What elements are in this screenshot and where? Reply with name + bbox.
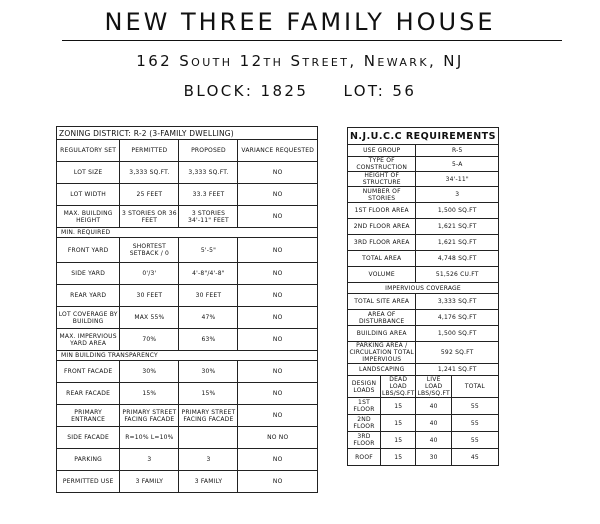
table-row	[57, 329, 318, 351]
cell: FRONT YARD	[57, 238, 120, 263]
block-lot-line	[0, 82, 600, 100]
table-row	[348, 187, 499, 203]
column-header: REGULATORY SET	[57, 140, 120, 162]
column-header: TOTAL	[451, 376, 498, 398]
cell: 55	[451, 415, 498, 432]
section-header: MIN BUILDING TRANSPARENCY	[57, 351, 318, 361]
table-row	[57, 162, 318, 184]
cell: PERMITTED USE	[57, 471, 120, 493]
column-header: LIVE LOAD LBS/SQ.FT	[417, 376, 450, 397]
project-address: 162 South 12th Street, Newark, NJ	[136, 52, 464, 70]
cell: 592 SQ.FT	[416, 342, 499, 364]
cell: NO	[238, 263, 318, 285]
table-row	[348, 267, 499, 283]
cell: 3 STORIES OR 36 FEET	[120, 206, 179, 228]
table-row	[57, 307, 318, 329]
njucc-table	[347, 127, 499, 466]
cell: MAX 55%	[120, 307, 179, 329]
cell: 1,241 SQ.FT	[416, 364, 499, 376]
cell: PRIMARY STREET FACING FACADE	[179, 405, 238, 427]
zoning-table	[56, 126, 318, 493]
cell: 30 FEET	[179, 285, 238, 307]
cell: 3,333 SQ.FT	[416, 294, 499, 310]
table-row	[348, 398, 499, 415]
cell: 51,526 CU.FT	[416, 267, 499, 283]
cell: 30	[416, 449, 451, 466]
cell: MAX. IMPERVIOUS YARD AREA	[57, 329, 120, 351]
column-header: DESIGN LOADS	[348, 376, 381, 398]
cell: 1,621 SQ.FT	[416, 219, 499, 235]
cell: 3RD FLOOR AREA	[348, 235, 416, 251]
cell: LOT COVERAGE BY BUILDING	[57, 307, 120, 329]
table-row	[348, 432, 499, 449]
table-row	[348, 145, 499, 157]
cell: LANDSCAPING	[348, 364, 416, 376]
table-row	[348, 157, 499, 172]
cell: 0'/3'	[120, 263, 179, 285]
cell: 5-A	[416, 157, 499, 172]
cell: 34'-11"	[416, 172, 499, 187]
cell: 4,748 SQ.FT	[416, 251, 499, 267]
zoning-table-title: ZONING DISTRICT: R-2 (3-FAMILY DWELLING)	[57, 127, 318, 140]
cell: AREA OF DISTURBANCE	[348, 310, 416, 326]
cell: NO	[238, 184, 318, 206]
cell: 15	[381, 398, 416, 415]
cell: 3 FAMILY	[179, 471, 238, 493]
cell: TOTAL SITE AREA	[348, 294, 416, 310]
cell: USE GROUP	[348, 145, 416, 157]
cell: 1,500 SQ.FT	[416, 203, 499, 219]
cell: 70%	[120, 329, 179, 351]
table-row	[348, 219, 499, 235]
table-row	[57, 383, 318, 405]
cell: 1,621 SQ.FT	[416, 235, 499, 251]
title-underline	[62, 40, 562, 41]
cell: 30%	[179, 361, 238, 383]
table-row	[348, 294, 499, 310]
column-header: PROPOSED	[179, 140, 238, 162]
cell: 55	[451, 432, 498, 449]
table-row	[348, 172, 499, 187]
cell: 33.3 FEET	[179, 184, 238, 206]
cell: 47%	[179, 307, 238, 329]
lot-number: LOT: 56	[343, 82, 417, 100]
cell: 30 FEET	[120, 285, 179, 307]
cell: ROOF	[348, 449, 381, 466]
cell: SIDE YARD	[57, 263, 120, 285]
cell: NO	[238, 449, 318, 471]
cell: 40	[416, 415, 451, 432]
table-row	[348, 415, 499, 432]
cell: R=10% L=10%	[120, 427, 179, 449]
cell: 45	[451, 449, 498, 466]
table-row	[348, 449, 499, 466]
cell: 3 FAMILY	[120, 471, 179, 493]
njucc-table-title: N.J.U.C.C REQUIREMENTS	[348, 128, 499, 145]
table-row	[348, 203, 499, 219]
table-row	[57, 184, 318, 206]
cell: NO	[238, 162, 318, 184]
cell: 15	[381, 449, 416, 466]
table-row	[348, 310, 499, 326]
cell: NO	[238, 329, 318, 351]
cell: REAR FACADE	[57, 383, 120, 405]
cell: 30%	[120, 361, 179, 383]
cell: 15	[381, 432, 416, 449]
table-row	[348, 342, 499, 364]
cell: 25 FEET	[120, 184, 179, 206]
column-header: VARIANCE REQUESTED	[238, 140, 318, 162]
table-row	[57, 285, 318, 307]
cell: NO	[238, 383, 318, 405]
cell: 3	[179, 449, 238, 471]
section-header: IMPERVIOUS COVERAGE	[348, 283, 499, 294]
cell: 4'-8"/4'-8"	[179, 263, 238, 285]
cell: VOLUME	[348, 267, 416, 283]
cell: PRIMARY STREET FACING FACADE	[120, 405, 179, 427]
cell: 15%	[179, 383, 238, 405]
cell: LOT SIZE	[57, 162, 120, 184]
cell: PRIMARY ENTRANCE	[57, 405, 120, 427]
cell: 3	[120, 449, 179, 471]
cell: R-5	[416, 145, 499, 157]
cell: NO	[238, 206, 318, 228]
cell: NO	[238, 307, 318, 329]
table-row	[57, 238, 318, 263]
table-row	[348, 235, 499, 251]
cell: 63%	[179, 329, 238, 351]
cell: 40	[416, 398, 451, 415]
cell: 40	[416, 432, 451, 449]
cell: 3RD FLOOR	[348, 432, 381, 449]
cell: 2ND FLOOR AREA	[348, 219, 416, 235]
cell: NO	[238, 238, 318, 263]
cell: PARKING	[57, 449, 120, 471]
cell: 1,500 SQ.FT	[416, 326, 499, 342]
table-row	[57, 427, 318, 449]
cell: 2ND FLOOR	[348, 415, 381, 432]
cell: NO	[238, 405, 318, 427]
table-row	[57, 263, 318, 285]
cell: 1ST FLOOR AREA	[348, 203, 416, 219]
column-header: PERMITTED	[120, 140, 179, 162]
cell: TYPE OF CONSTRUCTION	[348, 157, 416, 172]
cell: NO NO	[238, 427, 318, 449]
drawing-title: NEW THREE FAMILY HOUSE	[104, 8, 496, 36]
table-row	[57, 471, 318, 493]
cell: 5'-5"	[179, 238, 238, 263]
cell: LOT WIDTH	[57, 184, 120, 206]
table-row	[57, 361, 318, 383]
cell: SIDE FACADE	[57, 427, 120, 449]
column-header: DEAD LOAD LBS/SQ.FT	[382, 376, 415, 397]
cell: 15	[381, 415, 416, 432]
table-row	[57, 449, 318, 471]
cell: 3 STORIES 34'-11" FEET	[179, 206, 238, 228]
cell: NO	[238, 361, 318, 383]
cell: 4,176 SQ.FT	[416, 310, 499, 326]
cell: NO	[238, 471, 318, 493]
cell: 55	[451, 398, 498, 415]
cell: TOTAL AREA	[348, 251, 416, 267]
cell: BUILDING AREA	[348, 326, 416, 342]
cell: REAR YARD	[57, 285, 120, 307]
cell: 1ST FLOOR	[348, 398, 381, 415]
block-number: BLOCK: 1825	[183, 82, 309, 100]
cell: 3,333 SQ.FT.	[179, 162, 238, 184]
cell: MAX. BUILDING HEIGHT	[57, 206, 120, 228]
section-header: MIN. REQUIRED	[57, 228, 318, 238]
table-row	[348, 251, 499, 267]
cell: 3	[416, 187, 499, 203]
cell	[179, 427, 238, 449]
cell: SHORTEST SETBACK / 0	[120, 238, 179, 263]
cell: NUMBER OF STORIES	[348, 187, 416, 203]
cell: FRONT FACADE	[57, 361, 120, 383]
cell: PARKING AREA / CIRCULATION TOTAL IMPERVIOUS	[349, 342, 414, 363]
table-row	[57, 206, 318, 228]
cell: 15%	[120, 383, 179, 405]
table-row	[348, 364, 499, 376]
table-row	[348, 326, 499, 342]
table-row	[57, 405, 318, 427]
cell: 3,333 SQ.FT.	[120, 162, 179, 184]
cell: NO	[238, 285, 318, 307]
cell: HEIGHT OF STRUCTURE	[348, 172, 416, 187]
